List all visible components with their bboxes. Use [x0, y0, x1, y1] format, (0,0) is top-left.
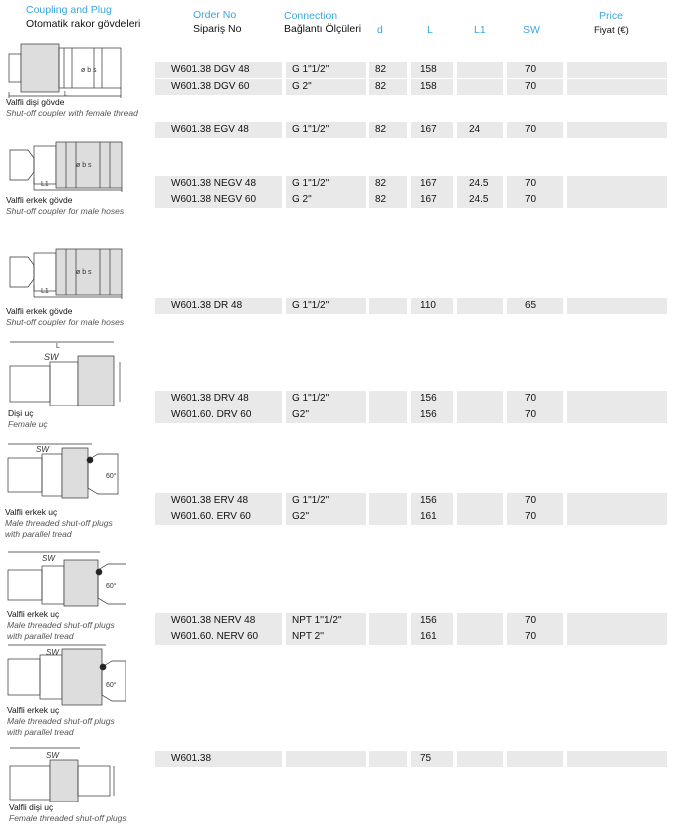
cell-conn: G 1"1/2"	[286, 62, 366, 78]
svg-text:L1: L1	[41, 288, 49, 295]
cell-conn	[286, 751, 366, 767]
svg-text:60°: 60°	[106, 682, 117, 689]
cell-price	[567, 407, 667, 423]
product-caption	[6, 306, 124, 328]
cell-L: 156	[411, 407, 453, 423]
d-header: d	[377, 24, 383, 36]
product-caption	[8, 408, 48, 430]
cell-d	[369, 613, 407, 629]
product-title: Valfli erkek gövde	[6, 306, 73, 316]
cell-order: W601.38 ERV 48	[155, 493, 282, 509]
product-subtitle: Shut-off coupler for male hoses	[6, 317, 125, 327]
cell-price	[567, 493, 667, 509]
cell-price	[567, 122, 667, 138]
svg-text:ø b s: ø b s	[76, 269, 92, 276]
cell-SW: 70	[507, 613, 563, 629]
L1-header: L1	[474, 24, 486, 36]
cell-order: W601.60. DRV 60	[155, 407, 282, 423]
cell-price	[567, 391, 667, 407]
product-caption	[5, 507, 113, 540]
cell-L: 156	[411, 493, 453, 509]
product-title: Valfli dişi gövde	[6, 97, 65, 107]
cell-L1: 24	[457, 122, 503, 138]
cell-conn: G 1"1/2"	[286, 122, 366, 138]
product-subtitle: Shut-off coupler for male hoses	[6, 206, 125, 216]
cell-L: 110	[411, 298, 453, 314]
coupler-male-hose-drawing-2	[6, 247, 124, 299]
cell-order: W601.38 DGV 60	[155, 79, 282, 95]
male-threaded-plug-drawing-2	[6, 548, 126, 608]
cell-L: 167	[411, 176, 453, 192]
section-title-en: Coupling and Plug	[26, 4, 112, 16]
cell-price	[567, 79, 667, 95]
cell-d: 82	[369, 79, 407, 95]
product-caption	[7, 609, 115, 642]
cell-L: 161	[411, 629, 453, 645]
cell-SW: 70	[507, 629, 563, 645]
cell-L1	[457, 391, 503, 407]
connection-header-en: Connection	[284, 10, 338, 22]
section-title-tr: Otomatik rakor gövdeleri	[26, 18, 141, 30]
cell-SW: 65	[507, 298, 563, 314]
cell-SW: 70	[507, 391, 563, 407]
cell-conn: G 1"1/2"	[286, 176, 366, 192]
cell-SW: 70	[507, 493, 563, 509]
svg-text:L: L	[64, 91, 68, 98]
cell-d	[369, 751, 407, 767]
product-subtitle: Male threaded shut-off plugs	[7, 620, 115, 630]
svg-text:SW: SW	[46, 648, 59, 657]
cell-order: W601.60. ERV 60	[155, 509, 282, 525]
product-subtitle: Shut-off coupler with female thread	[6, 108, 138, 118]
male-threaded-plug-drawing	[6, 440, 126, 500]
cell-price	[567, 613, 667, 629]
cell-L1	[457, 407, 503, 423]
cell-SW: 70	[507, 79, 563, 95]
cell-L1	[457, 509, 503, 525]
cell-d	[369, 298, 407, 314]
cell-L1: 24.5	[457, 192, 503, 208]
cell-conn: G 1"1/2"	[286, 298, 366, 314]
cell-order: W601.38 DR 48	[155, 298, 282, 314]
cell-order: W601.38 DGV 48	[155, 62, 282, 78]
cell-price	[567, 192, 667, 208]
female-threaded-plug-drawing	[6, 744, 126, 802]
cell-price	[567, 509, 667, 525]
cell-L: 167	[411, 192, 453, 208]
svg-text:SW: SW	[42, 554, 55, 563]
cell-L1	[457, 613, 503, 629]
cell-d: 82	[369, 122, 407, 138]
cell-conn: G2''	[286, 509, 366, 525]
cell-d: 82	[369, 62, 407, 78]
cell-L: 158	[411, 79, 453, 95]
cell-L: 156	[411, 613, 453, 629]
cell-order: W601.38	[155, 751, 282, 767]
cell-SW: 70	[507, 176, 563, 192]
svg-text:SW: SW	[44, 352, 59, 362]
product-subtitle: Male threaded shut-off plugs	[7, 716, 115, 726]
svg-text:SW: SW	[46, 751, 59, 760]
cell-price	[567, 298, 667, 314]
cell-order: W601.38 NERV 48	[155, 613, 282, 629]
cell-L1	[457, 298, 503, 314]
price-header-en: Price	[599, 10, 623, 22]
cell-d: 82	[369, 176, 407, 192]
svg-text:60°: 60°	[106, 583, 117, 590]
product-title: Valfli erkek uç	[5, 507, 58, 517]
coupler-male-hose-drawing	[6, 140, 124, 192]
cell-d	[369, 493, 407, 509]
cell-SW	[507, 751, 563, 767]
cell-d: 82	[369, 192, 407, 208]
svg-text:60°: 60°	[106, 473, 117, 480]
cell-L1	[457, 493, 503, 509]
product-caption	[6, 195, 124, 217]
product-subtitle: Female uç	[8, 419, 48, 429]
price-header-tr: Fiyat (€)	[594, 25, 629, 36]
cell-L1	[457, 629, 503, 645]
cell-L: 156	[411, 391, 453, 407]
connection-header-tr: Bağlantı Ölçüleri	[284, 23, 362, 35]
cell-d	[369, 391, 407, 407]
male-threaded-plug-drawing-3	[6, 643, 126, 707]
cell-conn: G 1"1/2"	[286, 493, 366, 509]
product-title: Valfli erkek uç	[7, 609, 60, 619]
svg-text:L1: L1	[41, 181, 49, 188]
product-caption	[9, 802, 127, 824]
cell-conn: G 2"	[286, 192, 366, 208]
cell-L: 167	[411, 122, 453, 138]
female-plug-drawing	[6, 340, 126, 406]
cell-L: 75	[411, 751, 453, 767]
product-subtitle-2: with parallel tread	[5, 529, 72, 539]
order-header-tr: Sipariş No	[193, 23, 242, 35]
cell-SW: 70	[507, 62, 563, 78]
product-subtitle: Female threaded shut-off plugs	[9, 813, 127, 823]
cell-L1: 24.5	[457, 176, 503, 192]
cell-order: W601.38 NEGV 48	[155, 176, 282, 192]
cell-L1	[457, 62, 503, 78]
cell-conn: G 2"	[286, 79, 366, 95]
coupler-female-thread-drawing	[6, 40, 124, 98]
cell-price	[567, 751, 667, 767]
product-title: Valfli erkek uç	[7, 705, 60, 715]
cell-L: 161	[411, 509, 453, 525]
product-title: Valfli erkek gövde	[6, 195, 73, 205]
cell-order: W601.38 EGV 48	[155, 122, 282, 138]
product-subtitle-2: with parallel tread	[7, 631, 74, 641]
cell-d	[369, 509, 407, 525]
product-title: Dişi uç	[8, 408, 34, 418]
order-header-en: Order No	[193, 9, 237, 21]
product-title: Valfli dişi uç	[9, 802, 54, 812]
cell-SW: 70	[507, 192, 563, 208]
cell-SW: 70	[507, 122, 563, 138]
cell-conn: G2''	[286, 407, 366, 423]
cell-L: 158	[411, 62, 453, 78]
svg-text:L: L	[56, 343, 60, 350]
product-caption	[7, 705, 115, 738]
cell-d	[369, 407, 407, 423]
cell-order: W601.38 DRV 48	[155, 391, 282, 407]
cell-conn: G 1"1/2"	[286, 391, 366, 407]
product-subtitle-2: with parallel tread	[7, 727, 74, 737]
cell-price	[567, 176, 667, 192]
svg-text:ø b s: ø b s	[81, 67, 97, 74]
svg-text:ø b s: ø b s	[76, 162, 92, 169]
cell-SW: 70	[507, 509, 563, 525]
cell-order: W601.38 NEGV 60	[155, 192, 282, 208]
L-header: L	[427, 24, 433, 36]
cell-L1	[457, 751, 503, 767]
cell-order: W601.60. NERV 60	[155, 629, 282, 645]
product-subtitle: Male threaded shut-off plugs	[5, 518, 113, 528]
SW-header: SW	[523, 24, 540, 36]
cell-conn: NPT 1''1/2''	[286, 613, 366, 629]
cell-L1	[457, 79, 503, 95]
cell-d	[369, 629, 407, 645]
cell-price	[567, 62, 667, 78]
cell-price	[567, 629, 667, 645]
cell-SW: 70	[507, 407, 563, 423]
cell-conn: NPT 2''	[286, 629, 366, 645]
product-caption	[6, 97, 138, 119]
svg-text:SW: SW	[36, 445, 49, 454]
